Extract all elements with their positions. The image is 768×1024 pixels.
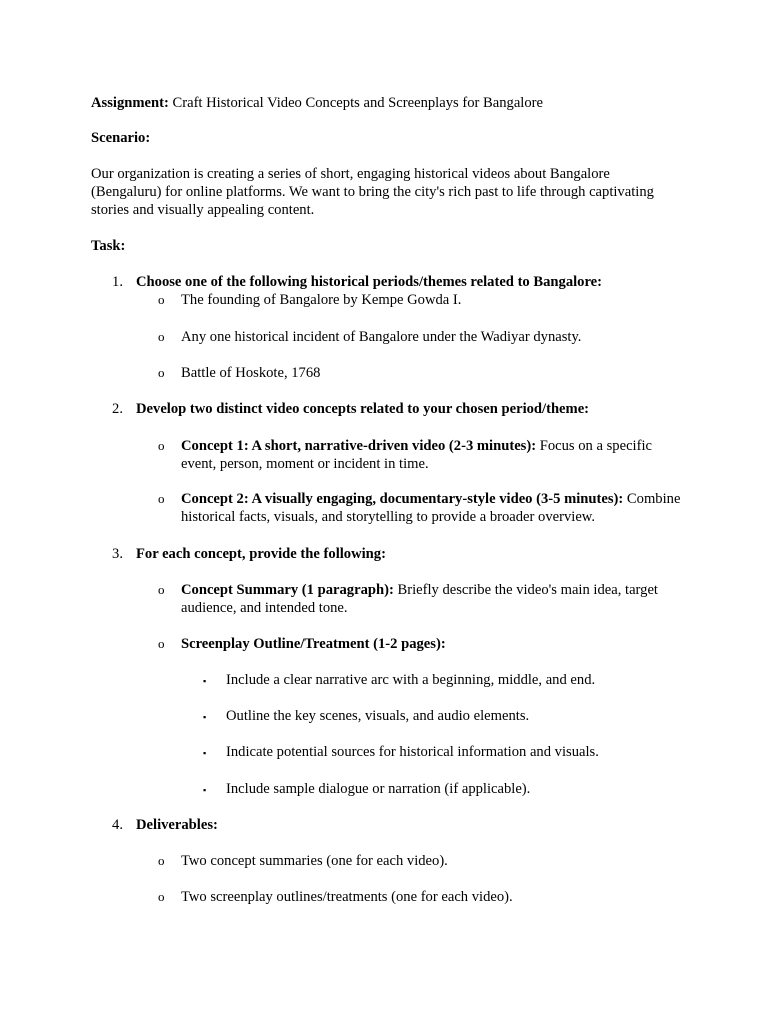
list-number-2: 2.	[112, 401, 123, 417]
list-item: Two screenplay outlines/treatments (one for each video).	[181, 889, 513, 905]
bullet-marker: o	[158, 582, 165, 597]
list-number-4: 4.	[112, 817, 123, 833]
list-item: Concept 2: A visually engaging, documentary-style video (3-5 minutes): Combine historical facts, visuals, and storytelling to provide a broader overview.	[181, 491, 681, 525]
list-item: Indicate potential sources for historical information and visuals.	[226, 744, 599, 760]
list-item: Include a clear narrative arc with a beginning, middle, and end.	[226, 672, 596, 688]
list-item: Battle of Hoskote, 1768	[181, 365, 321, 381]
list-item: Any one historical incident of Bangalore under the Wadiyar dynasty.	[181, 329, 582, 345]
list-item: Outline the key scenes, visuals, and audio elements.	[226, 708, 530, 724]
bullet-marker: o	[158, 365, 165, 380]
scenario-paragraph: Our organization is creating a series of short, engaging historical videos about Bangalore (Bengaluru) for online platforms. We want to bring the city's rich past to life through captivating stories and visually appealing content.	[91, 166, 654, 218]
list-number-1: 1.	[112, 274, 123, 290]
assignment-title: Craft Historical Video Concepts and Screenplays for Bangalore	[172, 95, 543, 111]
bullet-marker: ▪	[203, 785, 207, 795]
bullet-marker: o	[158, 292, 165, 307]
bullet-marker: o	[158, 636, 165, 651]
list-item: Screenplay Outline/Treatment (1-2 pages):	[181, 636, 446, 652]
item-2-heading: Develop two distinct video concepts related to your chosen period/theme:	[136, 401, 590, 417]
list-item: Concept Summary (1 paragraph): Briefly describe the video's main idea, target audience, and intended tone.	[181, 582, 658, 616]
bullet-marker: o	[158, 438, 165, 453]
scenario-heading: Scenario:	[91, 130, 151, 146]
item-4-heading: Deliverables:	[136, 817, 218, 833]
bullet-marker: o	[158, 853, 165, 868]
bullet-marker: ▪	[203, 748, 207, 758]
assignment-line	[91, 94, 543, 112]
list-item: Include sample dialogue or narration (if applicable).	[226, 781, 531, 797]
assignment-label: Assignment:	[91, 95, 169, 111]
bullet-marker: ▪	[203, 712, 207, 722]
task-heading: Task:	[91, 238, 126, 254]
bullet-marker: o	[158, 329, 165, 344]
bullet-marker: ▪	[203, 676, 207, 686]
bullet-marker: o	[158, 889, 165, 904]
list-number-3: 3.	[112, 546, 123, 562]
item-1-heading: Choose one of the following historical periods/themes related to Bangalore:	[136, 274, 603, 290]
item-3-heading: For each concept, provide the following:	[136, 546, 386, 562]
list-item: The founding of Bangalore by Kempe Gowda I.	[181, 292, 462, 308]
list-item: Two concept summaries (one for each video).	[181, 853, 448, 869]
bullet-marker: o	[158, 491, 165, 506]
list-item: Concept 1: A short, narrative-driven video (2-3 minutes): Focus on a specific event, person, moment or incident in time.	[181, 438, 652, 472]
